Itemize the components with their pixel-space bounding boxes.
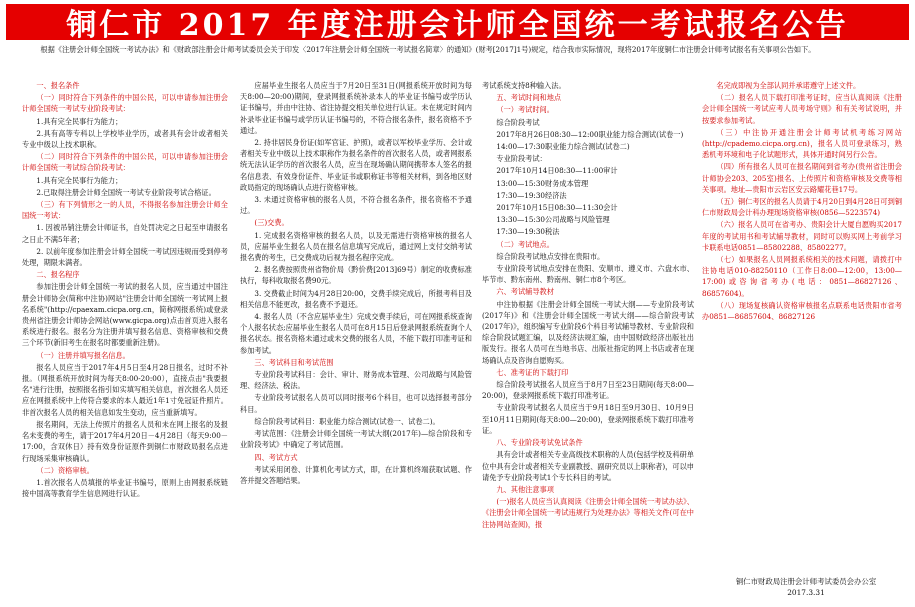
intro-paragraph: 根据《注册会计师全国统一考试办法》和《财政部注册会计师考试委员会关于印发〈2017年注册会计师全国统一考试报名简章〉的通知》(财考[2017]1号)规定，结合我市实际情况，现将2017年度铜仁市注册会计师考试报名有关事项公告如下。 [40, 45, 816, 54]
col4-paragraph: （七）如果报名人员网报系统相关的技术问题，请拨打中注协电话010-88250110（工作日8:00—12:00，13:00—17:00)或咨询省考办(电话：0851—86827126、86857604)。 [702, 255, 902, 298]
col2-paragraph: 4. 报名人员（不含应届毕业生）完成交费手续后，可在网报系统查询个人报名状态;应届毕业生报名人员可在8月15日后登录网报系统查询个人报名状态。报名资格未通过或未交费的报名人员，不能下载打印准考证和参加考试。 [240, 312, 472, 355]
col3-paragraph: 专业阶段考试报名人员应当于9月18日至9月30日、10月9日至10月11日期间(每天8:00—20:00)，登录网报系统下载打印准考证。 [482, 403, 694, 435]
col2-paragraph: (三)交费。 [254, 218, 289, 228]
col3-paragraph: 考试系统支持8种输入法。 [482, 81, 566, 90]
col3-paragraph: 六、考试辅导教材 [496, 287, 554, 297]
column-1 [22, 80, 228, 600]
col3-paragraph: 具有会计或者相关专业高级技术职称的人员(包括学校及科研单位中具有会计或者相关专业副教授、副研究员以上职称者)，可以申请免予专业阶段考试1个专长科目的考试。 [482, 450, 694, 482]
col3-paragraph: 专业阶段考试地点安排在贵阳、安顺市、遵义市、六盘水市、毕节市、黔东南州、黔南州、铜仁市8个考区。 [482, 264, 694, 285]
col2-paragraph: 三、考试科目和考试范围 [254, 357, 334, 367]
col1-paragraph: （二）资格审核。 [36, 465, 94, 475]
col4-paragraph: （二）报名人员下载打印准考证时，应当认真阅读《注册会计师全国统一考试应考人员考场守则》和有关考试说明，并按要求参加考试。 [702, 93, 902, 125]
col3-paragraph: 七、准考证的下载打印 [496, 367, 569, 377]
col2-paragraph: 2. 持非居民身份证(如军官证、护照)，或者以军校毕业学历、会计或者相关专业中级以上技术职称作为报名条件的首次报名人员，或者网报系统无法认证学历的首次报名人员，应当在现场确认期间携带本人签名的报名信息表、有效身份证件、毕业证书或职称证书等相关材料，到各地区财政局指定的现场确认点进行资格审核。 [240, 138, 472, 192]
signature-date: 2017.3.31 [787, 588, 825, 597]
col1-paragraph: 二、报名程序 [36, 270, 80, 280]
col1-paragraph: （一）同时符合下列条件的中国公民，可以申请参加注册会计师全国统一考试专业阶段考试： [22, 93, 228, 114]
col2-paragraph: 应届毕业生报名人员应当于7月20日至31日(网报系统开放时间为每天8:00—20:00)期间，登录网报系统补录本人的毕业证书编号或学历认证书编号，并由中注协、省注协提交相关单位进行认证。未在规定时间内补录毕业证书编号或学历认证书编号的，不符合报名条件，报名资格不予通过。 [240, 81, 472, 135]
col2-paragraph: 3. 交费截止时间为4月28日20:00，交费手续完成后，所报考科目及相关信息不能更改，报名费不予退还。 [240, 288, 472, 309]
col3-paragraph: 中注协根据《注册会计师全国统一考试大纲——专业阶段考试(2017年)》和《注册会计师全国统一考试大纲——综合阶段考试(2017年)》，组织编写专业阶段6个科目考试辅导教材、专业阶段和综合阶段试题汇编，以及经济法规汇编，由中国财政经济出版社出版发行。报名人员可在当地书店、出版社指定的网上书店或者在现场确认点及咨询自愿购买。 [482, 299, 694, 365]
col1-paragraph: 报名人员应当于2017年4月5日至4月28日报名，过时不补报。（网报系统开放时间为每天8:00-20:00），直接点击"我要报名"进行注册，按照报名指引如实填写相关信息，首次报名人员还应在网报系统中上传符合要求的本人最近1年1寸免冠证件照片。非首次报名人员的相关信息如发生变动，应当重新填写。 [22, 362, 228, 417]
col1-paragraph: 报名期间，无法上传照片的报名人员和未在网上报名的及报名未变费的考生，请于2017年4月20日－4月28日（每天9:00－17:00，含双休日）持有效身份证原件到铜仁市财政局报名点进行现场采集审核确认。 [22, 419, 228, 463]
col1-paragraph: 1.首次报名人员填报的毕业证书编号，原则上由网报系统链接中国高等教育学生信息网进行认证。 [22, 477, 228, 499]
col2-paragraph: 3. 未通过资格审核的报名人员，不符合报名条件，报名资格不予通过。 [240, 195, 472, 216]
col3-paragraph: （二）考试地点。 [496, 239, 554, 249]
col3-paragraph: 14:00—17:30职业能力综合测试(试卷二) [496, 142, 630, 152]
col4-paragraph: （三）中注协开通注册会计师考试机考练习网站(http://cpademo.cicpa.org.cn)，报名人员可登录练习，熟悉机考环境和电子化试题形式，具体开通时间另行公告。 [702, 127, 902, 160]
col1-paragraph: （一）注册并填写报名信息。 [36, 350, 130, 360]
col1-paragraph: 2.具有高等专科以上学校毕业学历，或者具有会计或者相关专业中级以上技术职称。 [22, 128, 228, 150]
col3-paragraph: (一)报名人员应当认真阅读《注册会计师全国统一考试办法》、《注册会计师全国统一考试违规行为处理办法》等相关文件(可在中注协网站查阅)，报 [482, 497, 694, 529]
col1-paragraph: 2. 以前年度参加注册会计师全国统一考试因违规而受到停考处理，期限未满者。 [22, 246, 228, 268]
col4-paragraph: （四）所有报名人员可在报名期间到省考办(贵州省注册会计师协会203、205室)报名、上传照片和资格审核及交费等相关事项。地址—贵阳市云岩区安云路耀花巷17号。 [702, 162, 902, 194]
col2-paragraph: 综合阶段考试科目：职业能力综合测试(试卷一、试卷二)。 [254, 416, 440, 426]
col3-paragraph: 17:30—19:30经济法 [496, 190, 567, 200]
col3-paragraph: 综合阶段考试报名人员应当于8月7日至23日期间(每天8:00—20:00)，登录网报系统下载打印准考证。 [482, 380, 694, 401]
col1-paragraph: 参加注册会计师全国统一考试的报名人员，应当通过中国注册会计师协会(简称中注协)网站"注册会计师全国统一考试网上报名系统"(http://cpaexam.cicpa.org.cn，简称网报系统)或登录贵州省注册会计师协会网站(www.gicpa.org)点击首页进入报名系统进行报名。报名分为注册并填写报名信息、资格审核和交费三个环节(新旧考生在报名时都要重新注册)。 [22, 282, 228, 348]
col3-paragraph: 13:00—15:30财务成本管理 [496, 178, 589, 188]
col3-paragraph: 九、其他注意事项 [496, 484, 554, 494]
col4-paragraph: （八）现场复核确认资格审核报名点联系电话贵阳市省考办0851—86857604、86827126 [702, 300, 902, 322]
col3-paragraph: 综合阶段考试地点安排在贵阳市。 [496, 251, 605, 261]
col4-paragraph: （五）铜仁考区的报名人员请于4月20日到4月28日可到铜仁市财政局会计科办理现场资格审核(0856—5223574) [702, 197, 902, 218]
col4-paragraph: （六）报名人员可在省考办、贵阳会计大厦自愿购买2017年度的考试用书和考试辅导教材，同时可以购买网上考前学习卡联系电话0851—85802288、85802277。 [702, 220, 902, 252]
col2-paragraph: 专业阶段考试科目：会计、审计、财务成本管理、公司战略与风险管理、经济法、税法。 [240, 370, 472, 391]
col2-paragraph: 四、考试方式 [254, 452, 298, 462]
col3-paragraph: 专业阶段考试： [496, 154, 547, 164]
col2-paragraph: 专业阶段考试报名人员可以同时报考6个科目，也可以选择报考部分科目。 [240, 393, 472, 414]
column-2 [240, 80, 472, 600]
col1-paragraph: 1.具有完全民事行为能力； [36, 175, 123, 185]
col1-paragraph: 2.已取得注册会计师全国统一考试专业阶段考试合格证。 [36, 187, 216, 197]
col3-paragraph: 八、专业阶段考试免试条件 [496, 438, 583, 448]
col4-paragraph: 名完成即视为全部认同并承诺遵守上述文件。 [716, 81, 861, 90]
col1-paragraph: （三）有下列情形之一的人员，不得报名参加注册会计师全国统一考试： [22, 200, 228, 221]
col1-paragraph: 1. 因被吊销注册会计师证书，自处罚决定之日起至申请报名之日止不满5年者； [22, 223, 228, 244]
col1-paragraph: 1.具有完全民事行为能力； [36, 116, 123, 126]
signature-org: 铜仁市财政局注册会计师考试委员会办公室 [735, 577, 877, 586]
signature-block [708, 576, 904, 598]
col1-paragraph: （二）同时符合下列条件的中国公民，可以申请参加注册会计师全国统一考试综合阶段考试： [22, 152, 228, 173]
col3-paragraph: 13:30—15:30公司战略与风险管理 [496, 215, 610, 225]
col3-paragraph: 综合阶段考试 [496, 117, 540, 127]
col2-paragraph: 1. 完成报名资格审核的报名人员，以及无需进行资格审核的报名人员，应届毕业生报名人员在报名信息填写完成后，通过网上支付交纳考试报名费的考生，已交费成功后视为报名程序完成。 [240, 230, 472, 263]
col2-paragraph: 2. 报名费按照贵州省物价局（黔价费[2013]69号）制定的收费标准执行，每科收取报名费90元。 [240, 265, 472, 286]
col3-paragraph: 五、考试时间和地点 [496, 93, 562, 103]
page-title: 铜仁市 2017 年度注册会计师全国统一考试报名公告 [6, 4, 909, 40]
col3-paragraph: 2017年10月15日08:30—11:30会计 [496, 203, 618, 213]
col3-paragraph: 17:30—19:30税法 [496, 227, 560, 237]
column-4 [702, 80, 902, 600]
col3-paragraph: 2017年10月14日08:30—11:00审计 [496, 166, 618, 176]
col2-paragraph: 考试范围：《注册会计师全国统一考试大纲(2017年)—综合阶段和专业阶段考试》中确定了考试范围。 [240, 429, 472, 450]
col3-paragraph: 2017年8月26日08:30—12:00职业能力综合测试(试卷一) [496, 129, 684, 139]
col2-paragraph: 考试采用闭卷、计算机化考试方式，即，在计算机终端获取试题、作答并提交答题结果。 [240, 464, 472, 485]
column-3 [482, 80, 694, 600]
col3-paragraph: （一）考试时间。 [496, 105, 554, 115]
col1-paragraph: 一、报名条件 [36, 81, 80, 90]
